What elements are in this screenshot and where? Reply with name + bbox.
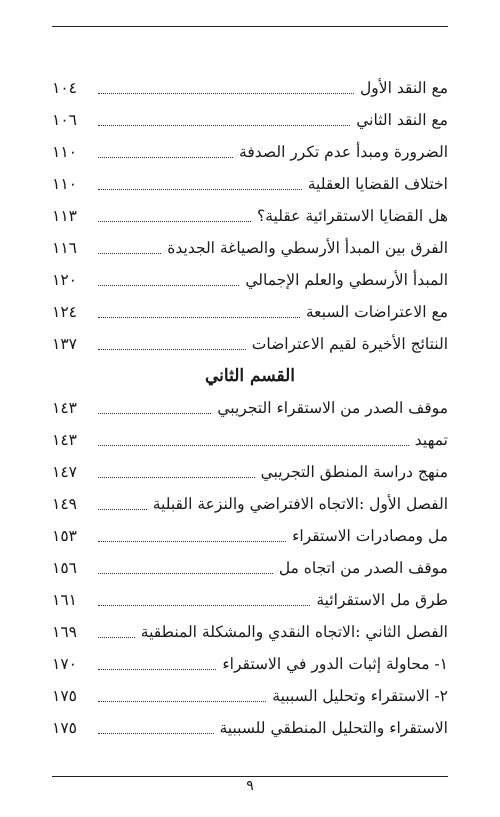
toc-entry — [52, 648, 448, 680]
toc-dot-leader — [98, 477, 255, 478]
toc-page-number: ١٧٠ — [52, 655, 77, 673]
toc-dot-leader — [98, 93, 354, 94]
toc-entry-title: الفصل الثاني :الاتجاه النقدي والمشكلة المنطقية — [140, 623, 448, 641]
footer-page-number: ٩ — [246, 778, 254, 794]
toc-part-one — [52, 72, 448, 360]
toc-part-two — [52, 392, 448, 744]
toc-page-number: ١١٦ — [52, 239, 77, 257]
toc-entry-title: موقف الصدر من اتجاه مل — [278, 559, 448, 577]
toc-entry-title: طرق مل الاستقرائية — [316, 591, 448, 609]
toc-entry — [52, 72, 448, 104]
toc-page-number: ١٥٣ — [52, 527, 77, 545]
toc-dot-leader — [98, 669, 216, 670]
toc-page-number: ١٦١ — [52, 591, 77, 609]
toc-entry — [52, 392, 448, 424]
toc-page-number: ١٠٦ — [52, 111, 77, 129]
bottom-rule — [52, 776, 448, 777]
toc-dot-leader — [98, 509, 147, 510]
toc-entry — [52, 488, 448, 520]
toc-page-number: ١٥٦ — [52, 559, 77, 577]
toc-page-number: ١٧٥ — [52, 719, 77, 737]
toc-dot-leader — [98, 157, 233, 158]
toc-page-number: ١٤٩ — [52, 495, 77, 513]
toc-entry-title: الفصل الأول :الاتجاه الافتراضي والنزعة القبلية — [152, 495, 448, 513]
toc-entry-title: تمهيد — [414, 431, 448, 449]
toc-entry-title: الفرق بين المبدأ الأرسطي والصياغة الجديدة — [167, 239, 448, 257]
toc-entry — [52, 200, 448, 232]
toc-dot-leader — [98, 541, 286, 542]
toc-entry-title: موقف الصدر من الاستقراء التجريبي — [217, 399, 448, 417]
toc-entry — [52, 456, 448, 488]
section-heading-row — [52, 360, 448, 392]
toc-dot-leader — [98, 349, 246, 350]
toc-dot-leader — [98, 733, 214, 734]
toc-page-number: ١٠٤ — [52, 79, 77, 97]
toc-page-number: ١٢٤ — [52, 303, 77, 321]
toc-dot-leader — [98, 285, 239, 286]
toc-dot-leader — [98, 573, 273, 574]
toc-entry — [52, 296, 448, 328]
toc-entry — [52, 424, 448, 456]
toc-page-number: ١٧٥ — [52, 687, 77, 705]
top-rule — [52, 26, 448, 27]
toc-page-number: ١١٠ — [52, 143, 77, 161]
toc-page-number: ١١٠ — [52, 175, 77, 193]
toc-page-number: ١٦٩ — [52, 623, 77, 641]
toc-entry — [52, 552, 448, 584]
toc-page-number: ١٢٠ — [52, 271, 77, 289]
toc-entry-title: مل ومصادرات الاستقراء — [292, 527, 448, 545]
toc-entry — [52, 584, 448, 616]
toc-page-number: ١٣٧ — [52, 335, 77, 353]
toc-entry-title: المبدأ الأرسطي والعلم الإجمالي — [245, 271, 448, 289]
toc-entry — [52, 232, 448, 264]
toc-page-number: ١١٣ — [52, 207, 77, 225]
table-of-contents — [52, 72, 448, 744]
toc-entry-title: ١- محاولة إثبات الدور في الاستقراء — [222, 655, 448, 673]
toc-page-number: ١٤٣ — [52, 431, 77, 449]
toc-entry-title: اختلاف القضايا العقلية — [307, 175, 448, 193]
toc-entry-title: منهج دراسة المنطق التجريبي — [260, 463, 448, 481]
toc-entry — [52, 264, 448, 296]
toc-page-number: ١٤٣ — [52, 399, 77, 417]
toc-dot-leader — [98, 253, 161, 254]
toc-entry-title: هل القضايا الاستقرائية عقلية؟ — [256, 207, 448, 225]
toc-entry-title: مع الاعتراضات السبعة — [305, 303, 448, 321]
toc-entry — [52, 104, 448, 136]
toc-dot-leader — [98, 445, 409, 446]
toc-entry — [52, 616, 448, 648]
toc-dot-leader — [98, 221, 251, 222]
toc-entry — [52, 328, 448, 360]
toc-dot-leader — [98, 605, 310, 606]
toc-entry — [52, 520, 448, 552]
toc-dot-leader — [98, 637, 135, 638]
toc-page-number: ١٤٧ — [52, 463, 77, 481]
toc-dot-leader — [98, 317, 300, 318]
toc-entry — [52, 136, 448, 168]
toc-entry-title: النتائج الأخيرة لقيم الاعتراضات — [251, 335, 448, 353]
toc-entry — [52, 168, 448, 200]
toc-dot-leader — [98, 189, 302, 190]
toc-entry-title: الضرورة ومبدأ عدم تكرر الصدفة — [239, 143, 448, 161]
section-title: القسم الثاني — [205, 366, 296, 386]
toc-entry-title: ٢- الاستقراء وتحليل السببية — [272, 687, 448, 705]
toc-entry — [52, 680, 448, 712]
toc-dot-leader — [98, 413, 211, 414]
toc-entry-title: الاستقراء والتحليل المنطقي للسببية — [219, 719, 448, 737]
toc-dot-leader — [98, 701, 266, 702]
toc-dot-leader — [98, 125, 350, 126]
toc-entry-title: مع النقد الثاني — [356, 111, 448, 129]
toc-entry — [52, 712, 448, 744]
toc-entry-title: مع النقد الأول — [360, 79, 448, 97]
